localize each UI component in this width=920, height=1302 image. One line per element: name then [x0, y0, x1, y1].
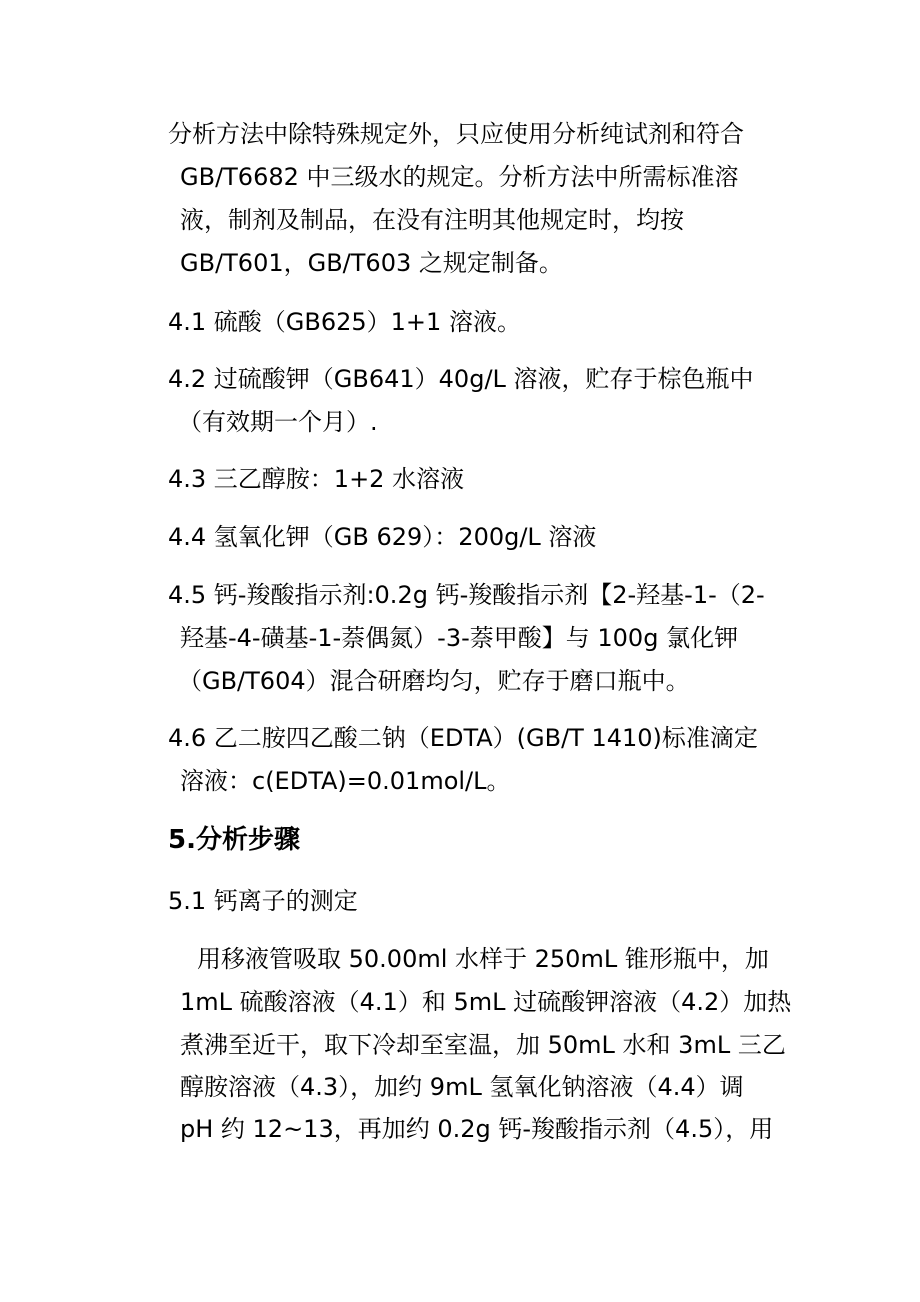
reagent-4-5-line-3: （GB/T604）混合研磨均匀，贮存于磨口瓶中。: [178, 667, 690, 695]
reagent-4-5-line-1: 4.5 钙-羧酸指示剂:0.2g 钙-羧酸指示剂【2-羟基-1-（2-: [168, 581, 765, 609]
reagent-4-5-line-2: 羟基-4-磺基-1-萘偶氮）-3-萘甲酸】与 100g 氯化钾: [180, 624, 739, 652]
reagent-4-3: 4.3 三乙醇胺：1+2 水溶液: [168, 465, 465, 493]
section-5-heading: 5.分析步骤: [168, 825, 300, 855]
subsection-5-1: 5.1 钙离子的测定: [168, 887, 358, 915]
reagent-4-4: 4.4 氢氧化钾（GB 629）：200g/L 溶液: [168, 523, 597, 551]
reagent-4-2-line-2: （有效期一个月）.: [178, 408, 378, 436]
reagent-4-1: 4.1 硫酸（GB625）1+1 溶液。: [168, 308, 521, 336]
reagent-4-6-line-2: 溶液：c(EDTA)=0.01mol/L。: [180, 767, 511, 795]
intro-line-1: 分析方法中除特殊规定外，只应使用分析纯试剂和符合: [168, 120, 744, 148]
procedure-line-5: pH 约 12~13，再加约 0.2g 钙-羧酸指示剂（4.5），用: [180, 1115, 774, 1143]
procedure-line-3: 煮沸至近干，取下冷却至室温，加 50mL 水和 3mL 三乙: [180, 1031, 786, 1059]
intro-line-4: GB/T601，GB/T603 之规定制备。: [180, 249, 563, 277]
procedure-line-2: 1mL 硫酸溶液（4.1）和 5mL 过硫酸钾溶液（4.2）加热: [180, 988, 792, 1016]
procedure-line-4: 醇胺溶液（4.3），加约 9mL 氢氧化钠溶液（4.4）调: [180, 1073, 744, 1101]
reagent-4-6-line-1: 4.6 乙二胺四乙酸二钠（EDTA）(GB/T 1410)标准滴定: [168, 724, 758, 752]
intro-line-3: 液，制剂及制品，在没有注明其他规定时，均按: [180, 206, 684, 234]
procedure-line-1: 用移液管吸取 50.00ml 水样于 250mL 锥形瓶中，加: [197, 945, 769, 973]
intro-line-2: GB/T6682 中三级水的规定。分析方法中所需标准溶: [180, 163, 739, 191]
reagent-4-2-line-1: 4.2 过硫酸钾（GB641）40g/L 溶液，贮存于棕色瓶中: [168, 365, 754, 393]
